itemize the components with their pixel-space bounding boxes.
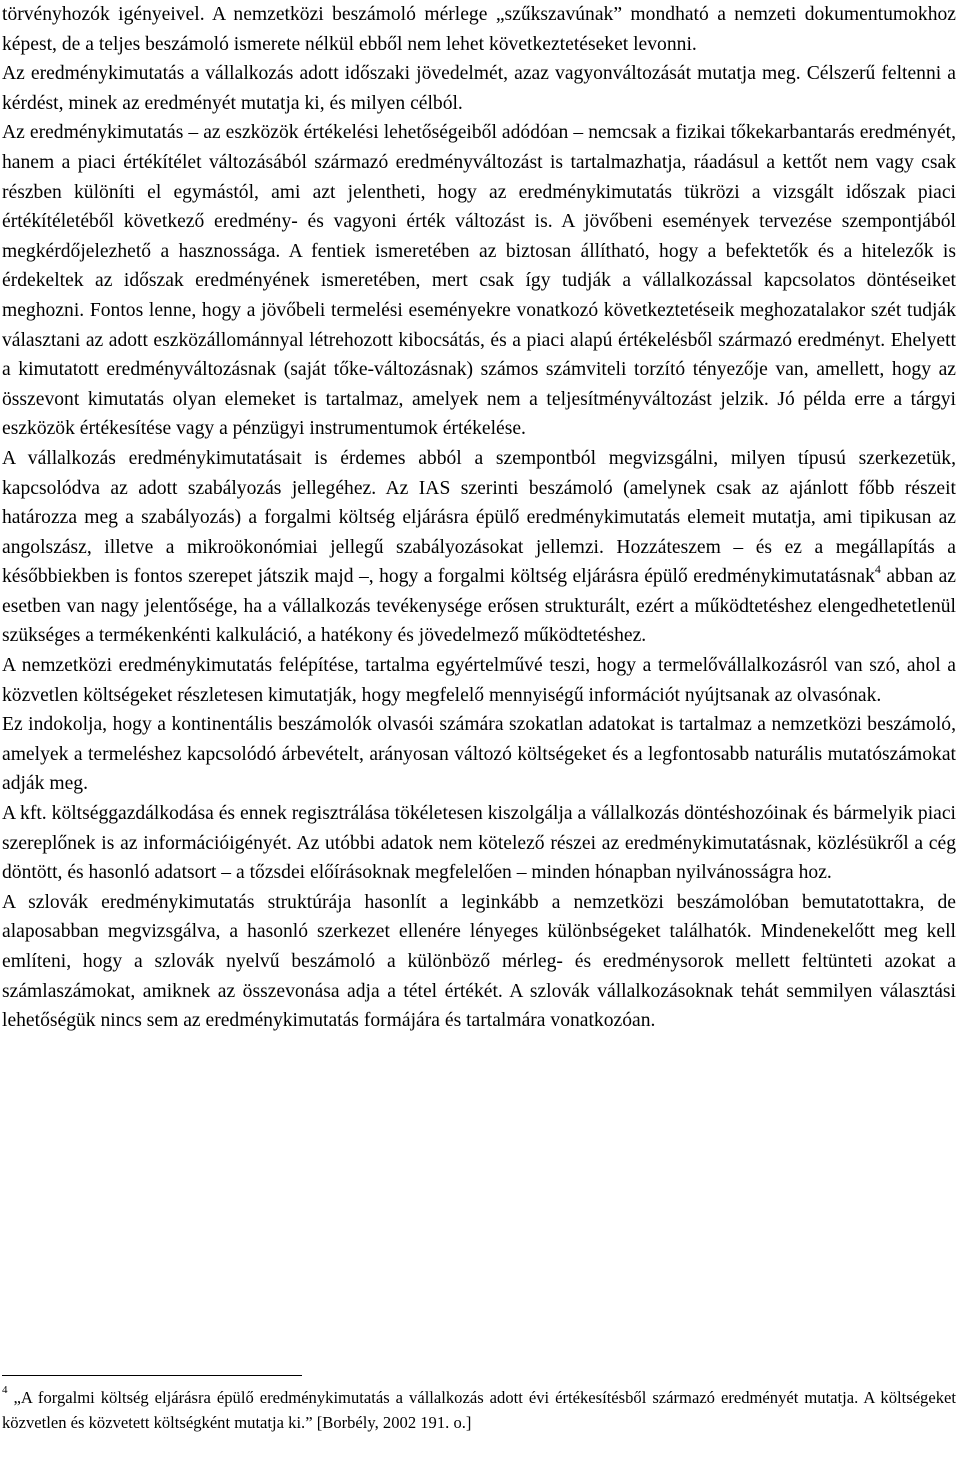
paragraph: A nemzetközi eredménykimutatás felépítése, tartalma egyértelművé teszi, hogy a termelővállalkozásról van szó, ahol a közvetlen költségeket részletesen kimutatják, hogy megfelelő mennyiségű információt nyújtsanak az olvasónak. <box>2 655 956 706</box>
footnote-number: 4 <box>2 1384 8 1397</box>
paragraph-text: A vállalkozás eredménykimutatásait is érdemes abból a szempontból megvizsgálni, milyen típusú szerkezetük, kapcsolódva az adott szabályozás jellegéhez. Az IAS szerinti beszámoló (amelynek csak az ajánlott főbb részeit határozza meg a szabályozás) a forgalmi költség eljárásra épülő eredménykimutatás elemeit mutatja, ami tipikusan az angolszász, illetve a mikroökonómiai jellegű szabályozásokat jellemzi. Hozzáteszem – és ez a megállapítás a későbbiekben is fontos szerepet játszik majd –, hogy a forgalmi költség eljárásra épülő eredménykimutatásnak <box>2 447 956 588</box>
paragraph: A szlovák eredménykimutatás struktúrája hasonlít a leginkább a nemzetközi beszámolóban bemutatottakra, de alaposabban megvizsgálva, a hasonló szerkezet ellenére lényeges különbségeket találhatók. Mindenekelőtt meg kell említeni, hogy a szlovák nyelvű beszámoló a különböző mérleg- és eredménysorok mellett feltünteti azokat a számlaszámokat, amiknek az összevonása adja a tétel értékét. A szlovák vállalkozásoknak tehát semmilyen választási lehetőségük nincs sem az eredménykimutatás formájára és tartalmára vonatkozóan. <box>2 891 956 1032</box>
paragraph: törvényhozók igényeivel. A nemzetközi beszámoló mérlege „szűkszavúnak” mondható a nemzeti dokumentumokhoz képest, de a teljes beszámoló ismerete nélkül ebből nem lehet következtetéseket levonni. <box>2 4 956 55</box>
paragraph-ias <box>2 444 956 651</box>
footnote-reference[interactable]: 4 <box>874 561 881 576</box>
footnote-separator <box>2 1375 302 1376</box>
paragraph: A kft. költséggazdálkodása és ennek regisztrálása tökéletesen kiszolgálja a vállalkozás döntéshozóinak és bármelyik piaci szereplőnek is az információigényét. Az utóbbi adatok nem kötelező részei az eredménykimutatásnak, közlésükről a cég döntött, és hasonló adatsort – a tőzsdei előírásoknak megfelelően – minden hónapban nyilvánosságra hoz. <box>2 803 956 884</box>
paragraph-text: abban az esetben van nagy jelentősége, ha a vállalkozás tevékenysége erősen strukturált, ezért a működtetéshez elengedhetetlenül szükséges a termékenkénti kalkuláció, a hatékony és jövedelmező működtetéshez. <box>2 566 956 647</box>
footnote <box>2 1385 956 1435</box>
paragraph: Az eredménykimutatás a vállalkozás adott időszaki jövedelmét, azaz vagyonváltozását mutatja meg. Célszerű feltenni a kérdést, minek az eredményét mutatja ki, és milyen célból. <box>2 63 956 114</box>
footnote-text: „A forgalmi költség eljárásra épülő eredménykimutatás a vállalkozás adott évi értékesítésből származó eredményét mutatja. A költségeket közvetlen és közvetett költségként mutatja ki.” [Borbély, 2002 191. o.] <box>2 1388 956 1432</box>
document-body <box>2 0 956 1036</box>
paragraph: Az eredménykimutatás – az eszközök értékelési lehetőségeiből adódóan – nemcsak a fizikai tőkekarbantarás eredményét, hanem a piaci értékítélet változásából származó eredményváltozást is tartalmazhatja, ráadásul a kettőt nem vagy csak részben különíti el egymástól, ami azt jelentheti, hogy az eredménykimutatás tükrözi a vizsgált időszak piaci értékítéletéből következő eredmény- és vagyoni érték változást is. A jövőbeni események tervezése szempontjából megkérdőjelezhető a hasznossága. A fentiek ismeretében az biztosan állítható, hogy a befektetők és a hitelezők is érdekeltek az időszak eredményének ismeretében, mert csak így tudják a vállalkozással kapcsolatos döntéseiket meghozni. Fontos lenne, hogy a jövőbeli termelési eseményekre vonatkozó következtetéseik meghozatalakor szét tudják választani az adott eszközállománnyal létrehozott kibocsátás, és a piaci alapú értékelésből származó eredményt. Ehelyett a kimutatott eredményváltozásnak (saját tőke-változásnak) számos számviteli torzító tényezője van, amellett, hogy az összevont kimutatás olyan elemeket is tartalmaz, amelyek nem a teljesítményváltozást jelzik. Jó példa erre a tárgyi eszközök értékesítése vagy a pénzügyi instrumentumok értékelése. <box>2 122 956 440</box>
paragraph: Ez indokolja, hogy a kontinentális beszámolók olvasói számára szokatlan adatokat is tartalmaz a nemzetközi beszámoló, amelyek a termeléshez kapcsolódó árbevételt, arányosan változó költségeket és a legfontosabb naturális mutatószámokat adják meg. <box>2 714 956 795</box>
